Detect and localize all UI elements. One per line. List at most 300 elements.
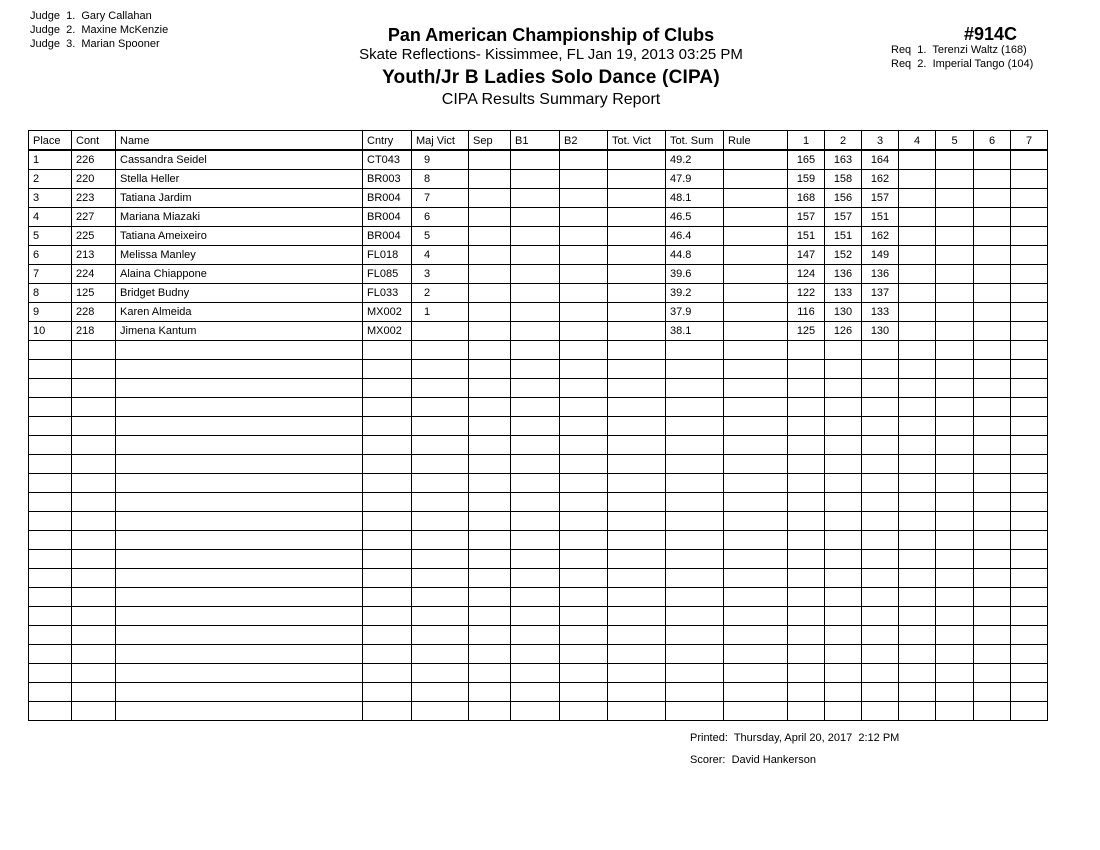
empty-cell [72, 531, 116, 550]
empty-cell [469, 360, 511, 379]
cell-place: 6 [29, 246, 72, 265]
empty-cell [788, 683, 825, 702]
results-table [28, 130, 1048, 721]
cell-j6 [974, 170, 1011, 189]
empty-cell [511, 360, 560, 379]
empty-cell [788, 379, 825, 398]
empty-cell [412, 683, 469, 702]
empty-cell [788, 417, 825, 436]
empty-cell [825, 398, 862, 417]
empty-cell [560, 417, 608, 436]
cell-rule [724, 227, 788, 246]
empty-cell [862, 360, 899, 379]
cell-sep [469, 227, 511, 246]
empty-cell [469, 645, 511, 664]
cell-sep [469, 284, 511, 303]
empty-cell [511, 512, 560, 531]
empty-cell [862, 474, 899, 493]
cell-j5 [936, 189, 974, 208]
empty-cell [862, 588, 899, 607]
empty-row [29, 436, 1048, 455]
cell-b2 [560, 322, 608, 341]
empty-cell [1011, 512, 1048, 531]
empty-cell [899, 702, 936, 721]
empty-cell [511, 531, 560, 550]
cell-b1 [511, 227, 560, 246]
empty-row [29, 360, 1048, 379]
empty-cell [788, 512, 825, 531]
cell-cont: 228 [72, 303, 116, 322]
empty-cell [29, 569, 72, 588]
empty-cell [724, 626, 788, 645]
empty-cell [974, 607, 1011, 626]
col-header-j7: 7 [1011, 131, 1048, 151]
empty-cell [560, 474, 608, 493]
empty-cell [116, 645, 363, 664]
cell-b2 [560, 284, 608, 303]
cell-rule [724, 303, 788, 322]
empty-row [29, 645, 1048, 664]
empty-cell [936, 569, 974, 588]
empty-cell [899, 417, 936, 436]
empty-cell [936, 474, 974, 493]
cell-sep [469, 170, 511, 189]
empty-cell [511, 417, 560, 436]
empty-row [29, 626, 1048, 645]
empty-cell [666, 474, 724, 493]
empty-cell [724, 550, 788, 569]
empty-cell [666, 455, 724, 474]
empty-cell [363, 645, 412, 664]
cell-cntry: FL033 [363, 284, 412, 303]
cell-j1: 116 [788, 303, 825, 322]
empty-cell [29, 626, 72, 645]
empty-cell [1011, 645, 1048, 664]
col-header-rule: Rule [724, 131, 788, 151]
cell-j6 [974, 303, 1011, 322]
empty-cell [788, 607, 825, 626]
empty-cell [560, 588, 608, 607]
empty-cell [666, 588, 724, 607]
empty-cell [825, 569, 862, 588]
cell-j3: 137 [862, 284, 899, 303]
empty-cell [974, 493, 1011, 512]
empty-cell [116, 455, 363, 474]
empty-cell [29, 683, 72, 702]
empty-cell [469, 702, 511, 721]
empty-cell [469, 531, 511, 550]
empty-cell [788, 626, 825, 645]
empty-cell [899, 588, 936, 607]
cell-rule [724, 150, 788, 170]
cell-tot-vict [608, 208, 666, 227]
cell-tot-vict [608, 246, 666, 265]
empty-cell [511, 569, 560, 588]
empty-cell [825, 512, 862, 531]
empty-cell [788, 588, 825, 607]
empty-cell [899, 474, 936, 493]
empty-cell [72, 360, 116, 379]
empty-cell [936, 607, 974, 626]
empty-cell [1011, 341, 1048, 360]
cell-j1: 124 [788, 265, 825, 284]
empty-row [29, 550, 1048, 569]
col-header-j6: 6 [974, 131, 1011, 151]
empty-cell [608, 645, 666, 664]
empty-cell [724, 588, 788, 607]
empty-cell [412, 569, 469, 588]
cell-j3: 164 [862, 150, 899, 170]
cell-tot-vict [608, 265, 666, 284]
empty-cell [511, 645, 560, 664]
cell-maj-vict: 5 [412, 227, 469, 246]
cell-j5 [936, 227, 974, 246]
empty-cell [363, 341, 412, 360]
cell-tot-sum: 37.9 [666, 303, 724, 322]
empty-cell [29, 341, 72, 360]
cell-j7 [1011, 246, 1048, 265]
empty-cell [560, 683, 608, 702]
cell-b1 [511, 284, 560, 303]
empty-cell [412, 626, 469, 645]
empty-cell [724, 512, 788, 531]
empty-cell [974, 512, 1011, 531]
empty-cell [974, 550, 1011, 569]
cell-j5 [936, 246, 974, 265]
cell-j2: 151 [825, 227, 862, 246]
empty-cell [788, 341, 825, 360]
cell-j3: 162 [862, 170, 899, 189]
empty-cell [899, 569, 936, 588]
empty-cell [788, 436, 825, 455]
empty-cell [608, 474, 666, 493]
empty-cell [666, 550, 724, 569]
empty-cell [469, 683, 511, 702]
event-title: Youth/Jr B Ladies Solo Dance (CIPA) [382, 67, 720, 88]
empty-cell [608, 341, 666, 360]
cell-j7 [1011, 265, 1048, 284]
empty-cell [116, 664, 363, 683]
empty-cell [825, 455, 862, 474]
cell-sep [469, 208, 511, 227]
cell-j2: 157 [825, 208, 862, 227]
empty-cell [974, 360, 1011, 379]
empty-cell [936, 645, 974, 664]
empty-cell [469, 398, 511, 417]
empty-cell [666, 683, 724, 702]
empty-cell [560, 664, 608, 683]
empty-cell [608, 531, 666, 550]
cell-j1: 151 [788, 227, 825, 246]
empty-cell [974, 569, 1011, 588]
empty-cell [899, 436, 936, 455]
empty-cell [899, 512, 936, 531]
empty-cell [666, 702, 724, 721]
empty-cell [29, 436, 72, 455]
empty-cell [724, 360, 788, 379]
cell-j7 [1011, 303, 1048, 322]
empty-cell [469, 607, 511, 626]
empty-cell [899, 360, 936, 379]
empty-cell [1011, 531, 1048, 550]
cell-maj-vict: 7 [412, 189, 469, 208]
empty-cell [363, 455, 412, 474]
empty-cell [666, 379, 724, 398]
cell-cont: 223 [72, 189, 116, 208]
empty-cell [1011, 379, 1048, 398]
cell-j7 [1011, 189, 1048, 208]
cell-cont: 224 [72, 265, 116, 284]
empty-cell [29, 664, 72, 683]
empty-cell [936, 512, 974, 531]
empty-cell [469, 664, 511, 683]
empty-cell [899, 664, 936, 683]
empty-cell [72, 645, 116, 664]
cell-b2 [560, 265, 608, 284]
empty-cell [72, 341, 116, 360]
empty-cell [363, 550, 412, 569]
empty-cell [560, 360, 608, 379]
cell-j4 [899, 189, 936, 208]
empty-cell [724, 702, 788, 721]
empty-cell [412, 588, 469, 607]
empty-cell [412, 341, 469, 360]
empty-cell [72, 683, 116, 702]
empty-cell [1011, 664, 1048, 683]
empty-cell [608, 398, 666, 417]
cell-j6 [974, 322, 1011, 341]
col-header-j1: 1 [788, 131, 825, 151]
judge-1: Judge 1. Gary Callahan [30, 10, 152, 22]
cell-tot-vict [608, 150, 666, 170]
cell-j6 [974, 284, 1011, 303]
empty-cell [511, 474, 560, 493]
empty-cell [899, 455, 936, 474]
scorer-name: Scorer: David Hankerson [690, 754, 816, 766]
empty-cell [412, 436, 469, 455]
empty-cell [29, 550, 72, 569]
empty-cell [29, 531, 72, 550]
empty-cell [412, 550, 469, 569]
empty-cell [469, 474, 511, 493]
empty-cell [363, 683, 412, 702]
empty-cell [116, 360, 363, 379]
empty-cell [974, 455, 1011, 474]
cell-j7 [1011, 227, 1048, 246]
empty-cell [974, 398, 1011, 417]
empty-cell [363, 531, 412, 550]
empty-cell [862, 683, 899, 702]
cell-j2: 158 [825, 170, 862, 189]
cell-rule [724, 208, 788, 227]
empty-cell [1011, 398, 1048, 417]
empty-cell [608, 360, 666, 379]
cell-rule [724, 189, 788, 208]
empty-cell [788, 493, 825, 512]
cell-maj-vict: 8 [412, 170, 469, 189]
event-number: #914C [964, 24, 1018, 44]
cell-rule [724, 322, 788, 341]
empty-cell [608, 683, 666, 702]
empty-cell [72, 417, 116, 436]
cell-b2 [560, 227, 608, 246]
empty-cell [72, 398, 116, 417]
cell-name: Bridget Budny [116, 284, 363, 303]
cell-j4 [899, 208, 936, 227]
cell-place: 4 [29, 208, 72, 227]
empty-cell [29, 512, 72, 531]
col-header-sep: Sep [469, 131, 511, 151]
empty-cell [511, 379, 560, 398]
empty-cell [608, 626, 666, 645]
cell-tot-vict [608, 284, 666, 303]
empty-cell [363, 664, 412, 683]
empty-cell [825, 664, 862, 683]
cell-cntry: FL085 [363, 265, 412, 284]
report-footer [690, 727, 899, 771]
empty-cell [974, 417, 1011, 436]
empty-cell [862, 607, 899, 626]
cell-j3: 149 [862, 246, 899, 265]
judges-list [30, 9, 168, 51]
cell-j5 [936, 322, 974, 341]
empty-cell [363, 702, 412, 721]
cell-j1: 165 [788, 150, 825, 170]
empty-cell [29, 645, 72, 664]
empty-cell [666, 607, 724, 626]
empty-cell [608, 550, 666, 569]
empty-cell [862, 398, 899, 417]
cell-b1 [511, 189, 560, 208]
cell-j2: 156 [825, 189, 862, 208]
cell-sep [469, 303, 511, 322]
empty-row [29, 417, 1048, 436]
empty-cell [724, 569, 788, 588]
cell-j3: 133 [862, 303, 899, 322]
empty-row [29, 683, 1048, 702]
empty-cell [72, 493, 116, 512]
empty-cell [724, 607, 788, 626]
empty-cell [72, 588, 116, 607]
empty-cell [511, 550, 560, 569]
empty-cell [412, 379, 469, 398]
empty-cell [1011, 417, 1048, 436]
cell-tot-vict [608, 227, 666, 246]
cell-tot-vict [608, 170, 666, 189]
cell-tot-sum: 44.8 [666, 246, 724, 265]
empty-cell [666, 436, 724, 455]
empty-cell [511, 436, 560, 455]
empty-cell [1011, 493, 1048, 512]
empty-cell [936, 417, 974, 436]
table-row [29, 246, 1048, 265]
judge-2: Judge 2. Maxine McKenzie [30, 24, 169, 36]
cell-cont: 225 [72, 227, 116, 246]
empty-cell [560, 569, 608, 588]
empty-cell [899, 645, 936, 664]
empty-cell [1011, 455, 1048, 474]
empty-cell [936, 398, 974, 417]
cell-b2 [560, 246, 608, 265]
empty-cell [825, 531, 862, 550]
empty-cell [724, 664, 788, 683]
col-header-b2: B2 [560, 131, 608, 151]
cell-sep [469, 246, 511, 265]
empty-cell [899, 626, 936, 645]
cell-j1: 159 [788, 170, 825, 189]
empty-cell [29, 455, 72, 474]
empty-cell [788, 702, 825, 721]
empty-cell [724, 379, 788, 398]
cell-j5 [936, 170, 974, 189]
empty-cell [412, 607, 469, 626]
empty-cell [511, 683, 560, 702]
empty-cell [608, 588, 666, 607]
cell-j7 [1011, 284, 1048, 303]
empty-cell [825, 550, 862, 569]
empty-cell [936, 531, 974, 550]
empty-cell [974, 474, 1011, 493]
empty-cell [116, 683, 363, 702]
empty-cell [412, 398, 469, 417]
cell-j5 [936, 208, 974, 227]
empty-cell [116, 417, 363, 436]
empty-cell [936, 360, 974, 379]
empty-cell [825, 588, 862, 607]
empty-cell [1011, 626, 1048, 645]
empty-cell [936, 664, 974, 683]
table-row [29, 170, 1048, 189]
empty-cell [608, 607, 666, 626]
empty-row [29, 588, 1048, 607]
cell-j4 [899, 265, 936, 284]
cell-j5 [936, 150, 974, 170]
empty-cell [788, 360, 825, 379]
empty-cell [974, 626, 1011, 645]
col-header-j5: 5 [936, 131, 974, 151]
empty-cell [974, 379, 1011, 398]
empty-cell [936, 379, 974, 398]
cell-name: Tatiana Ameixeiro [116, 227, 363, 246]
cell-j2: 126 [825, 322, 862, 341]
empty-cell [825, 360, 862, 379]
cell-rule [724, 284, 788, 303]
cell-j4 [899, 246, 936, 265]
empty-cell [72, 379, 116, 398]
cell-b2 [560, 189, 608, 208]
empty-cell [29, 398, 72, 417]
empty-cell [29, 588, 72, 607]
empty-cell [899, 379, 936, 398]
empty-cell [788, 474, 825, 493]
cell-tot-sum: 46.4 [666, 227, 724, 246]
cell-rule [724, 170, 788, 189]
empty-cell [666, 645, 724, 664]
empty-cell [974, 664, 1011, 683]
cell-b2 [560, 170, 608, 189]
empty-cell [788, 645, 825, 664]
report-header [300, 24, 802, 110]
empty-cell [1011, 702, 1048, 721]
cell-cntry: FL018 [363, 246, 412, 265]
empty-cell [974, 341, 1011, 360]
empty-row [29, 702, 1048, 721]
table-row [29, 208, 1048, 227]
report-title: CIPA Results Summary Report [441, 91, 661, 108]
cell-j3: 157 [862, 189, 899, 208]
cell-j1: 147 [788, 246, 825, 265]
empty-cell [72, 569, 116, 588]
